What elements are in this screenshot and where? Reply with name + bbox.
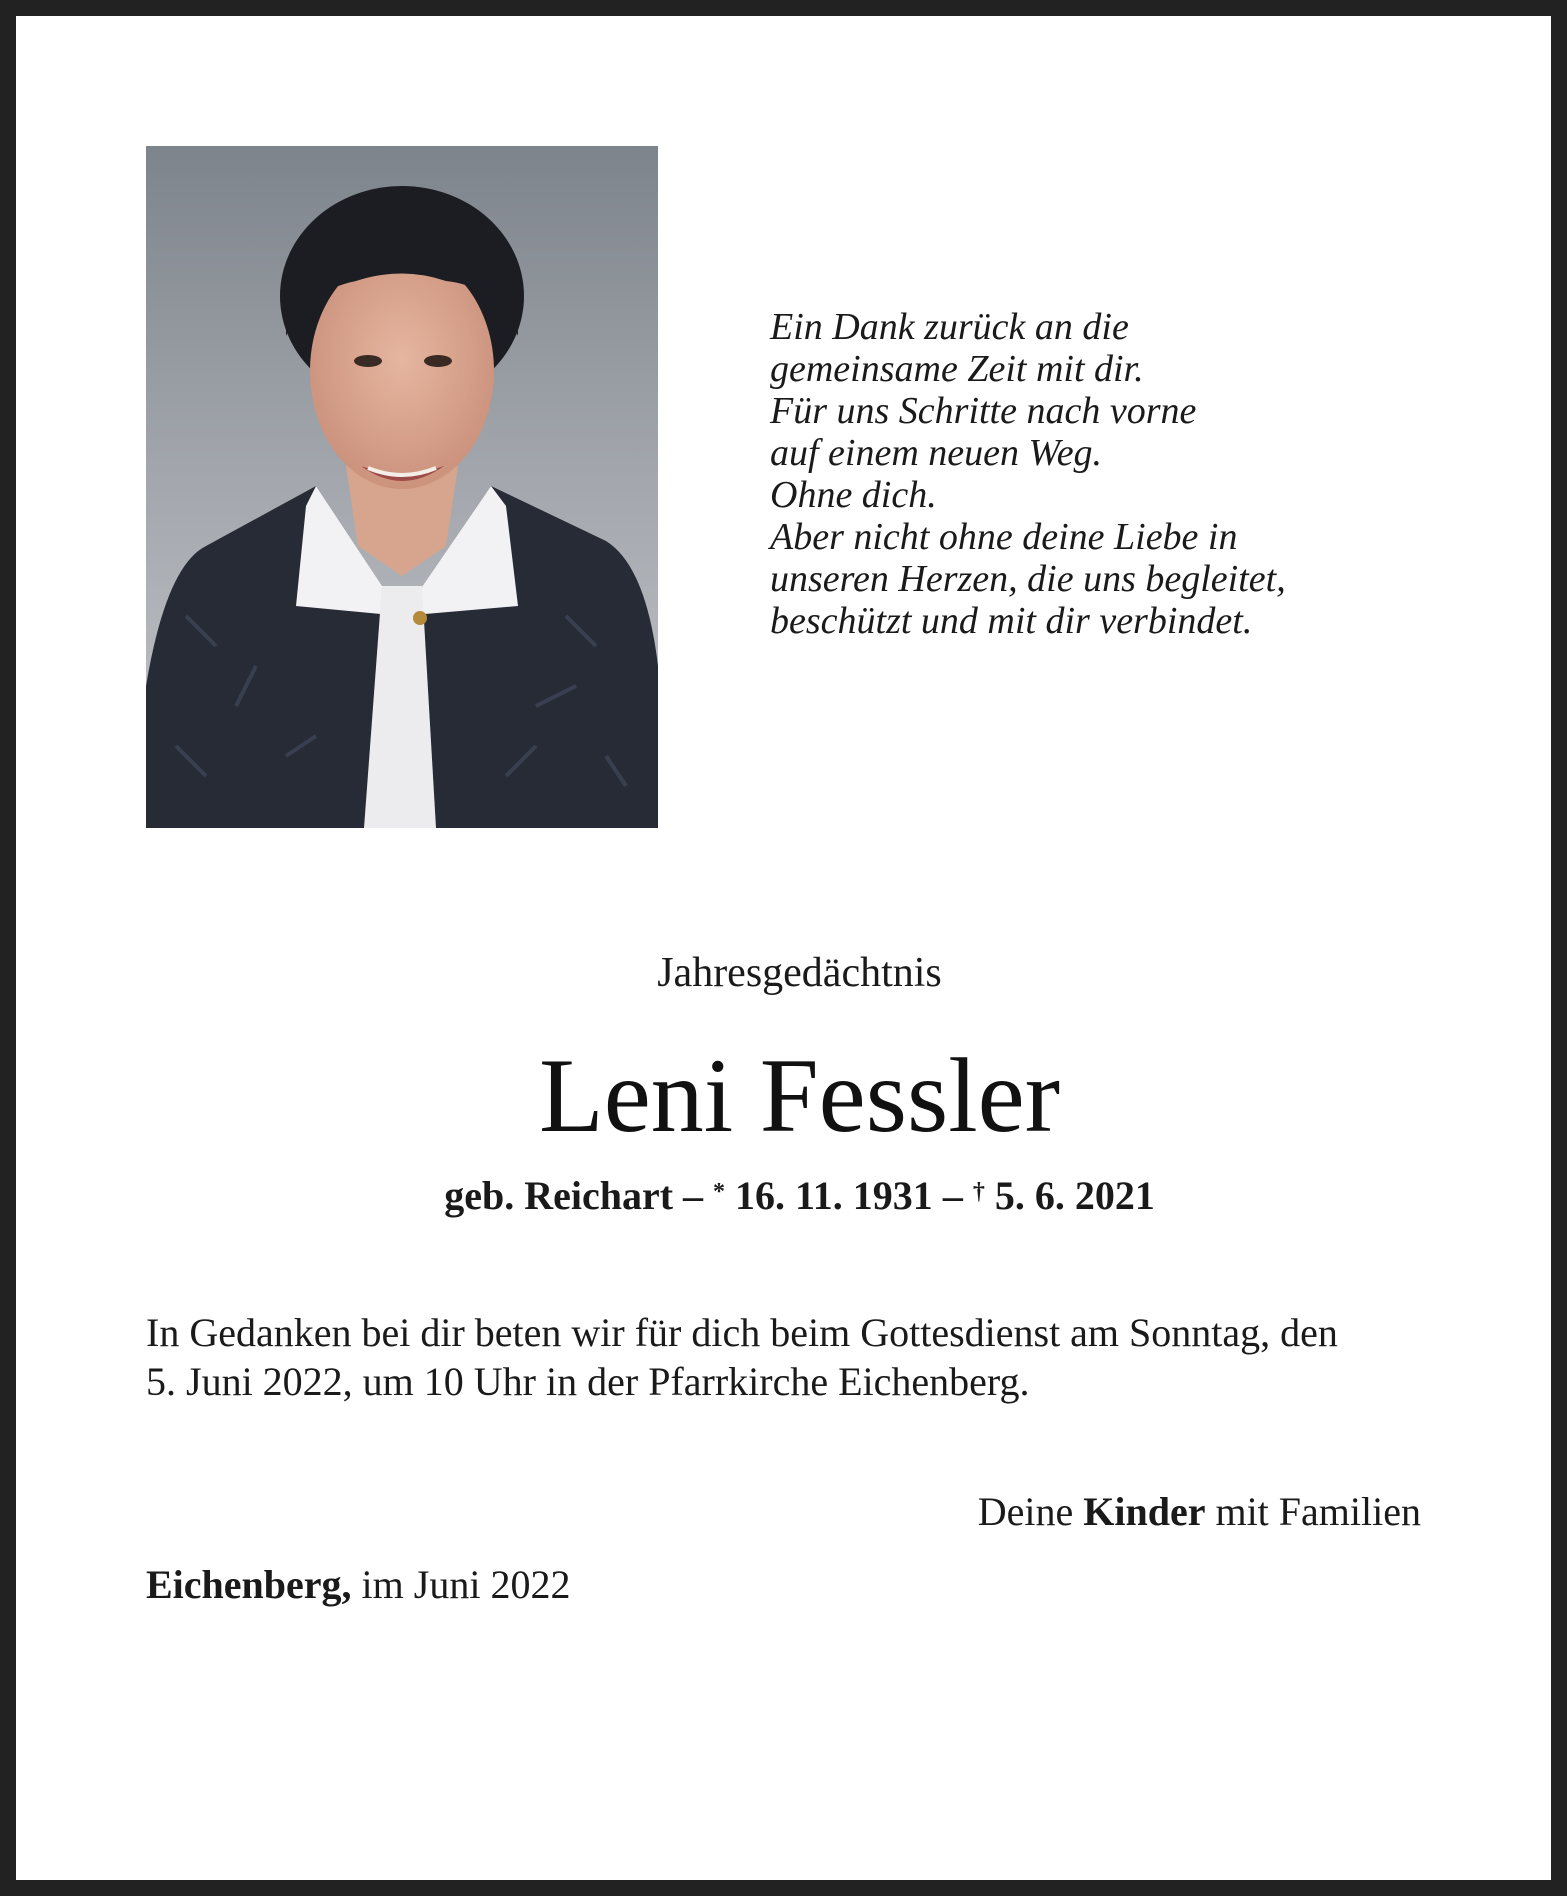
poem-line: gemeinsame Zeit mit dir. bbox=[770, 348, 1144, 390]
notice-heading: Jahresgedächtnis bbox=[657, 950, 942, 996]
signature-suffix: mit Familien bbox=[1205, 1489, 1421, 1534]
separator: – bbox=[932, 1173, 973, 1218]
poem-line: beschützt und mit dir verbindet. bbox=[770, 600, 1253, 642]
life-dates bbox=[16, 1172, 1567, 1220]
signature-bold: Kinder bbox=[1083, 1489, 1206, 1534]
deceased-name: Leni Fessler bbox=[538, 1037, 1061, 1154]
poem-line: Für uns Schritte nach vorne bbox=[770, 390, 1197, 432]
signature-prefix: Deine bbox=[977, 1489, 1084, 1534]
birth-date: 16. 11. 1931 bbox=[725, 1173, 933, 1218]
service-announcement bbox=[146, 1308, 1466, 1406]
death-symbol: † bbox=[972, 1179, 985, 1205]
birth-symbol: * bbox=[713, 1179, 726, 1205]
announcement-line: In Gedanken bei dir beten wir für dich beim Gottesdienst am Sonntag, den bbox=[146, 1310, 1338, 1355]
announcement-line: 5. Juni 2022, um 10 Uhr in der Pfarrkirche Eichenberg. bbox=[146, 1359, 1030, 1404]
memorial-poem bbox=[770, 306, 1470, 642]
place-and-date bbox=[146, 1561, 570, 1609]
poem-line: Aber nicht ohne deine Liebe in bbox=[770, 516, 1238, 558]
maiden-name: geb. Reichart bbox=[444, 1173, 674, 1218]
poem-line: unseren Herzen, die uns begleitet, bbox=[770, 558, 1286, 600]
place-name: Eichenberg, bbox=[146, 1562, 352, 1607]
signature bbox=[978, 1488, 1421, 1536]
separator: – bbox=[673, 1173, 714, 1218]
poem-line: auf einem neuen Weg. bbox=[770, 432, 1103, 474]
death-date: 5. 6. 2021 bbox=[984, 1173, 1155, 1218]
place-date: im Juni 2022 bbox=[351, 1562, 571, 1607]
poem-line: Ohne dich. bbox=[770, 474, 937, 516]
portrait-photo bbox=[146, 146, 658, 828]
poem-line: Ein Dank zurück an die bbox=[770, 306, 1129, 348]
